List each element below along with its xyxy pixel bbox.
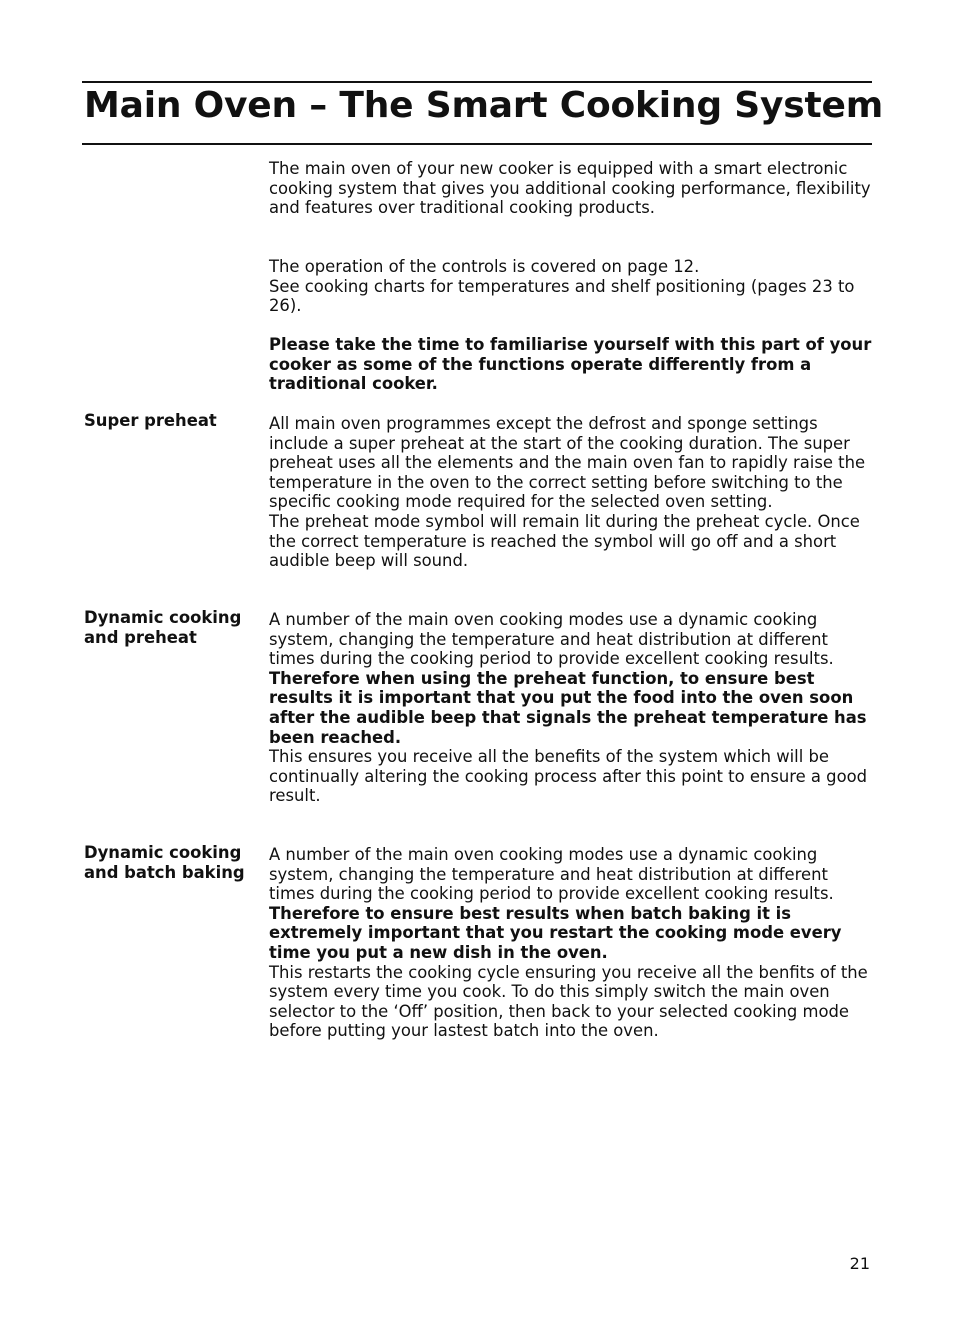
- section-heading-line: and batch baking: [84, 862, 245, 882]
- dynamic-cooking-text: A number of the main oven cooking modes use a dynamic cooking system, changing the temperature and heat distribution at different times during the cooking period to provide excellent cooking results.: [269, 610, 834, 669]
- section-heading-line: Dynamic cooking: [84, 608, 242, 627]
- section-heading-dynamic-batch-baking: [84, 843, 254, 882]
- section-body-super-preheat: [269, 414, 873, 571]
- title-top-rule: [82, 81, 872, 83]
- intro-text: The main oven of your new cooker is equipped with a smart electronic cooking system that gives you additional cooking performance, flexibility and features over traditional cooking products.: [269, 159, 871, 218]
- preheat-symbol-text: The preheat mode symbol will remain lit during the preheat cycle. Once the correct temperature is reached the symbol will go off and a short audible beep will sound.: [269, 511, 860, 571]
- section-heading-super-preheat: [84, 411, 254, 431]
- batch-baking-restart-text: This restarts the cooking cycle ensuring you receive all the benfits of the system every time you cook. To do this simply switch the main oven selector to the ‘Off’ position, then back to your selected cooking mode before putting your lastest batch into the oven.: [269, 962, 868, 1041]
- super-preheat-text: All main oven programmes except the defrost and sponge settings include a super preheat at the start of the cooking duration. The super preheat uses all the elements and the main oven fan to rapidly raise the temperature in the oven to the correct setting before switching to the specific cooking mode required for the selected oven setting.: [269, 414, 866, 512]
- section-body-dynamic-batch-baking: [269, 845, 873, 1041]
- charts-reference-text: See cooking charts for temperatures and shelf positioning (pages 23 to 26).: [269, 276, 855, 316]
- page-number: 21: [849, 1254, 870, 1273]
- preheat-best-results-text: Therefore when using the preheat function, to ensure best results it is important that you put the food into the oven soon after the audible beep that signals the preheat temperature has been reached.: [269, 668, 867, 747]
- familiarise-note-text: Please take the time to familiarise yourself with this part of your cooker as some of the functions operate differently from a traditional cooker.: [269, 335, 872, 394]
- preheat-benefits-text: This ensures you receive all the benefits of the system which will be continually altering the cooking process after this point to ensure a good result.: [269, 747, 868, 806]
- section-heading-line: Dynamic cooking: [84, 843, 242, 862]
- familiarise-note: [269, 335, 873, 394]
- section-heading-dynamic-preheat: [84, 608, 254, 647]
- batch-baking-best-results-text: Therefore to ensure best results when batch baking it is extremely important that you restart the cooking mode every time you put a new dish in the oven.: [269, 903, 842, 962]
- section-heading-text: Super preheat: [84, 411, 217, 430]
- title-bottom-rule: [82, 143, 872, 145]
- section-body-dynamic-preheat: [269, 610, 873, 806]
- controls-reference-text: The operation of the controls is covered on page 12.: [269, 257, 700, 276]
- intro-paragraph: [269, 159, 873, 218]
- section-heading-line: and preheat: [84, 627, 197, 647]
- dynamic-cooking-text: A number of the main oven cooking modes use a dynamic cooking system, changing the temperature and heat distribution at different times during the cooking period to provide excellent cooking results.: [269, 845, 834, 904]
- page-title: Main Oven – The Smart Cooking System: [84, 85, 884, 126]
- controls-reference-paragraph: [269, 257, 873, 316]
